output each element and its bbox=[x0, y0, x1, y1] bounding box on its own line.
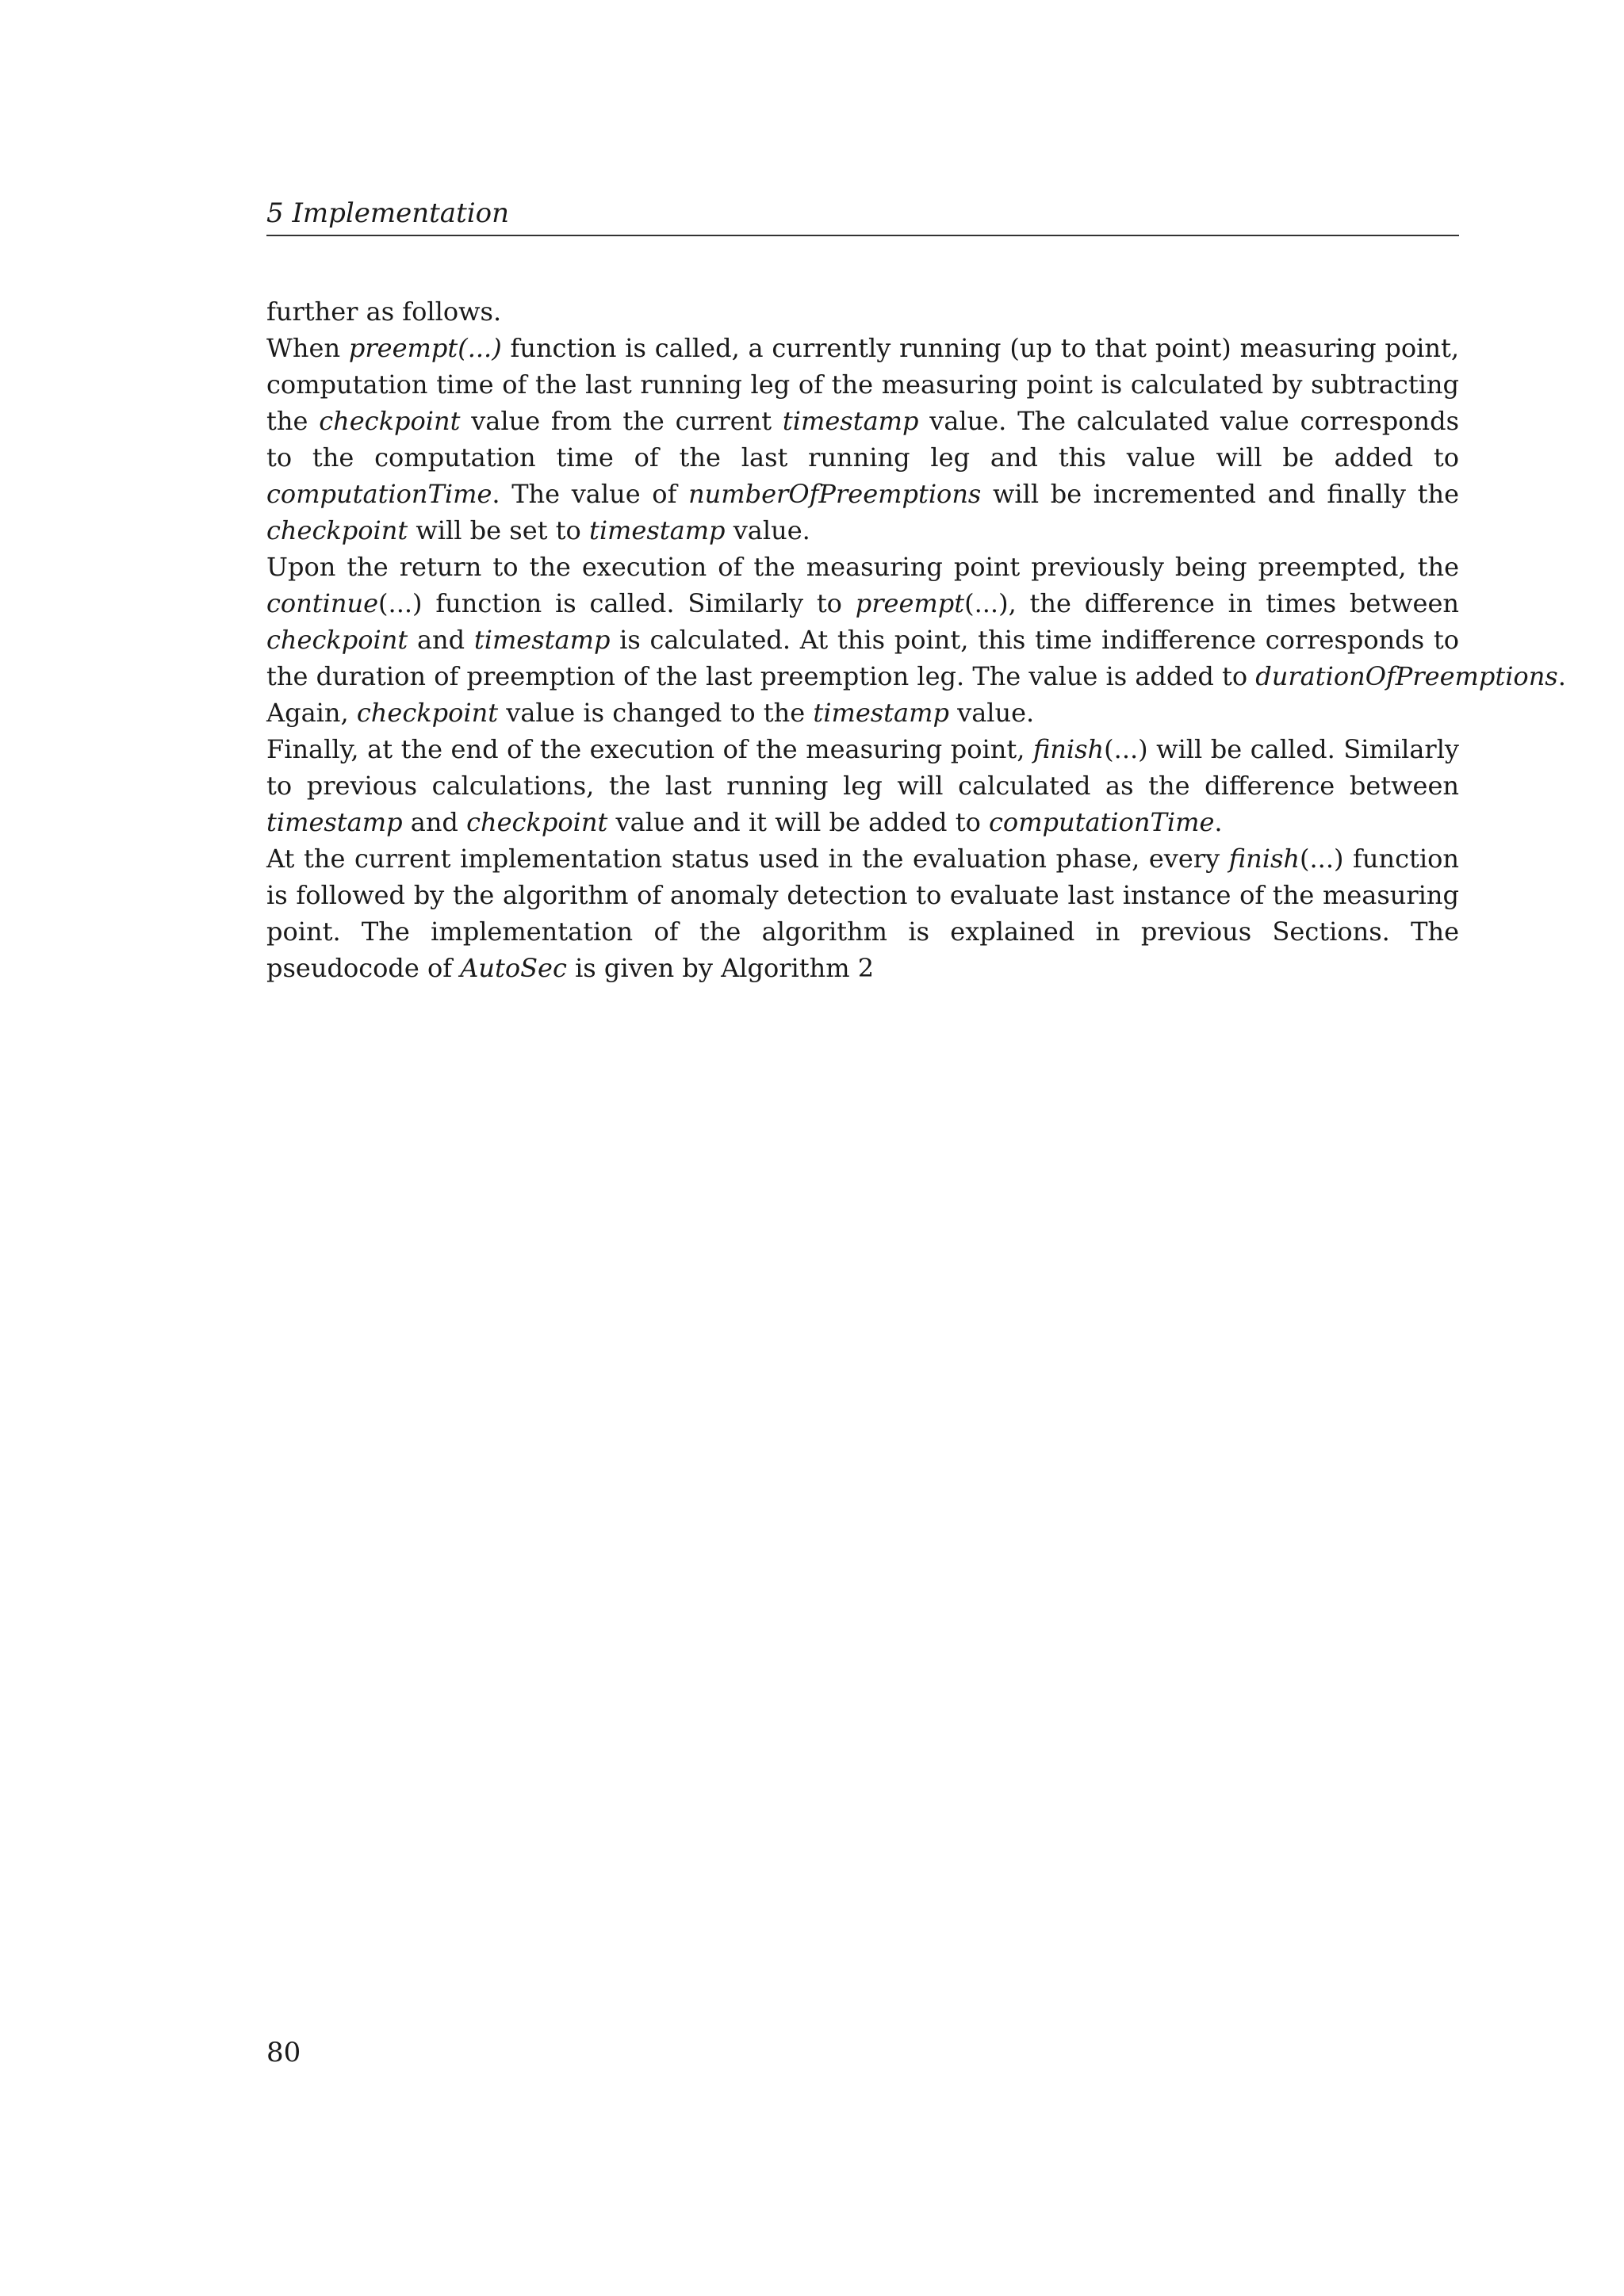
term-number-of-preemptions: numberOfPreemptions bbox=[688, 479, 982, 509]
paragraph-finish bbox=[266, 731, 1459, 840]
term-checkpoint: checkpoint bbox=[266, 515, 408, 545]
text-run: and bbox=[402, 807, 467, 837]
text-run: Finally, at the end of the execution of the measuring point, bbox=[266, 734, 1033, 764]
text-run: When bbox=[266, 333, 349, 363]
body-text bbox=[266, 293, 1566, 986]
text-run: (...) will be called. Similarly to previous calculations, the last running leg will calculated as the difference between bbox=[266, 734, 1460, 801]
paragraph-preempt bbox=[266, 330, 1459, 549]
term-timestamp: timestamp bbox=[266, 807, 403, 837]
text-run: the duration of preemption of the last preemption leg. The value is added to bbox=[266, 661, 1256, 691]
running-title: 5 Implementation bbox=[266, 197, 509, 229]
paragraph-evaluation bbox=[266, 840, 1459, 986]
overfull-line bbox=[266, 658, 1566, 695]
term-checkpoint: checkpoint bbox=[356, 698, 499, 728]
text-run: value. bbox=[948, 698, 1035, 728]
text-run: Upon the return to the execution of the measuring point previously being preempted, the bbox=[266, 552, 1459, 582]
term-finish: finish bbox=[1228, 844, 1300, 874]
text-run: will be incremented and finally the bbox=[981, 479, 1460, 509]
text-run: At the current implementation status used in the evaluation phase, every bbox=[266, 844, 1229, 874]
text-run: value. The calculated value corresponds to the computation time of the last running leg and this value will be added to bbox=[266, 406, 1460, 473]
term-autosec: AutoSec bbox=[460, 953, 567, 983]
term-timestamp: timestamp bbox=[813, 698, 949, 728]
text-run: and bbox=[408, 625, 474, 655]
running-header bbox=[266, 190, 1459, 236]
text-run: will be set to bbox=[408, 515, 589, 545]
term-checkpoint: checkpoint bbox=[466, 807, 608, 837]
text-run: value from the current bbox=[460, 406, 783, 436]
term-computation-time: computationTime bbox=[989, 807, 1215, 837]
text-run: further as follows. bbox=[266, 297, 502, 327]
term-duration-of-preemptions: durationOfPreemptions bbox=[1255, 661, 1558, 691]
text-run: (...) function is followed by the algorithm of anomaly detection to evaluate last instance of the measuring point. The implementation of the algorithm is explained in previous Sections. The pseudocode of bbox=[266, 844, 1460, 983]
term-timestamp: timestamp bbox=[588, 515, 726, 545]
text-run: (...), the difference in times between bbox=[964, 588, 1460, 618]
text-run: value is changed to the bbox=[498, 698, 814, 728]
text-run: . bbox=[1214, 807, 1223, 837]
text-run: value. bbox=[725, 515, 810, 545]
text-run: (...) function is called. Similarly to bbox=[378, 588, 856, 618]
term-preempt: preempt bbox=[855, 588, 965, 618]
page-number: 80 bbox=[266, 2037, 301, 2068]
term-finish: finish bbox=[1032, 734, 1105, 764]
text-run: . bbox=[1557, 661, 1566, 691]
paragraph-continue bbox=[266, 549, 1566, 731]
term-timestamp: timestamp bbox=[473, 625, 611, 655]
term-computation-time: computationTime bbox=[266, 479, 492, 509]
term-preempt: preempt(...) bbox=[348, 333, 502, 363]
text-run: function is called, a currently running (up to that point) measuring point, computation time of the last running leg of the measuring point is calculated by subtracting the bbox=[266, 333, 1460, 436]
text-run: is calculated. At this point, this time indifference corresponds to bbox=[610, 625, 1459, 655]
term-continue: continue bbox=[266, 588, 379, 618]
term-timestamp: timestamp bbox=[782, 406, 919, 436]
term-checkpoint: checkpoint bbox=[319, 406, 461, 436]
term-checkpoint: checkpoint bbox=[266, 625, 408, 655]
paragraph-intro bbox=[266, 293, 1459, 330]
text-run: . The value of bbox=[492, 479, 689, 509]
text-run: value and it will be added to bbox=[607, 807, 989, 837]
text-run: Again, bbox=[266, 698, 357, 728]
text-run: is given by Algorithm 2 bbox=[566, 953, 875, 983]
